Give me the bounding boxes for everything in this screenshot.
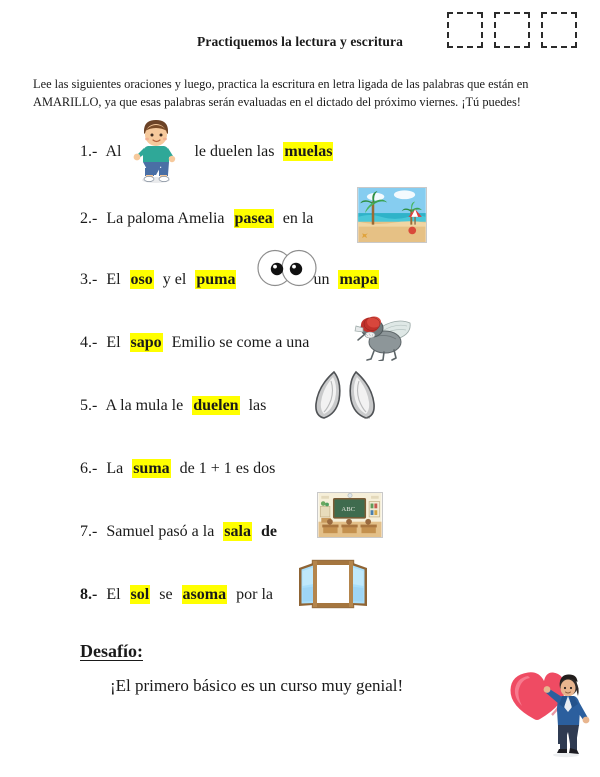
sentence-row <box>0 380 600 443</box>
highlighted-word: duelen <box>193 397 239 414</box>
sentence-before: Al <box>105 143 122 160</box>
page-title: Practiquemos la lectura y escritura <box>197 34 403 49</box>
sentence-row <box>0 443 600 506</box>
svg-text:ears: ears <box>364 416 370 420</box>
sentence-text <box>80 587 278 603</box>
sentence-after: las <box>248 397 267 414</box>
sentence-after: por la <box>236 586 273 603</box>
sentence-row <box>0 254 600 317</box>
highlighted-word: oso <box>130 271 153 288</box>
beach-icon <box>357 187 427 243</box>
sentence-text <box>80 524 282 540</box>
sentence-middle: y el <box>162 271 187 288</box>
highlighted-word: pasea <box>234 210 273 227</box>
sentence-list <box>0 128 600 632</box>
ears-icon <box>312 370 378 422</box>
sentence-before: El <box>106 586 121 603</box>
fly-icon <box>352 309 416 361</box>
highlighted-word: sala <box>224 523 251 540</box>
sentence-number: 3.- <box>80 271 98 288</box>
sentence-middle: se <box>159 586 173 603</box>
sentence-before: La paloma Amelia <box>106 210 225 227</box>
sentence-row <box>0 317 600 380</box>
sentence-text <box>80 211 318 227</box>
sentence-number: 5.- <box>80 397 98 414</box>
highlighted-word: puma <box>196 271 236 288</box>
classroom-icon <box>317 492 383 538</box>
sentence-after: en la <box>282 210 314 227</box>
sentence-row <box>0 191 600 254</box>
svg-text:ABC: ABC <box>341 506 356 514</box>
sentence-text <box>80 272 384 288</box>
highlighted-word: muelas <box>284 143 333 160</box>
sentence-after: le duelen las <box>194 143 275 160</box>
highlighted-word: sol <box>130 586 150 603</box>
sentence-row <box>0 128 600 191</box>
sentence-text <box>80 398 271 414</box>
highlighted-word: mapa <box>339 271 378 288</box>
sentence-before: A la mula le <box>105 397 184 414</box>
instructions-text: Lee las siguientes oraciones y luego, practica la escritura en letra ligada de las palabras que están en AMARILLO, ya que esas palabras serán evaluadas en el dictado del próximo viernes. ¡Tú puedes! <box>33 77 529 109</box>
sentence-row <box>0 569 600 632</box>
sentence-before: El <box>106 334 121 351</box>
sentence-number: 7.- <box>80 523 98 540</box>
sentence-text <box>80 461 280 477</box>
sentence-number: 4.- <box>80 334 98 351</box>
sentence-number: 2.- <box>80 210 98 227</box>
sentence-number: 6.- <box>80 460 98 477</box>
sentence-number: 1.- <box>80 143 98 160</box>
sentence-before: Samuel pasó a la <box>106 523 215 540</box>
highlighted-word: sapo <box>130 334 162 351</box>
sentence-text <box>80 335 314 351</box>
sentence-before: La <box>106 460 124 477</box>
highlighted-word: asoma <box>182 586 227 603</box>
window-icon <box>297 557 369 613</box>
sentence-number: 8.- <box>80 586 98 603</box>
sentence-text <box>80 144 338 160</box>
sentence-after: un <box>313 271 330 288</box>
bold-word: de <box>260 523 277 540</box>
bitmoji-heart-icon <box>500 662 592 758</box>
sentence-after: de 1 + 1 es dos <box>179 460 276 477</box>
highlighted-word: suma <box>133 460 170 477</box>
sentence-after: Emilio se come a una <box>171 334 310 351</box>
challenge-heading: Desafío: <box>80 641 143 661</box>
challenge-text: ¡El primero básico es un curso muy genial! <box>110 676 404 695</box>
sentence-before: El <box>106 271 121 288</box>
